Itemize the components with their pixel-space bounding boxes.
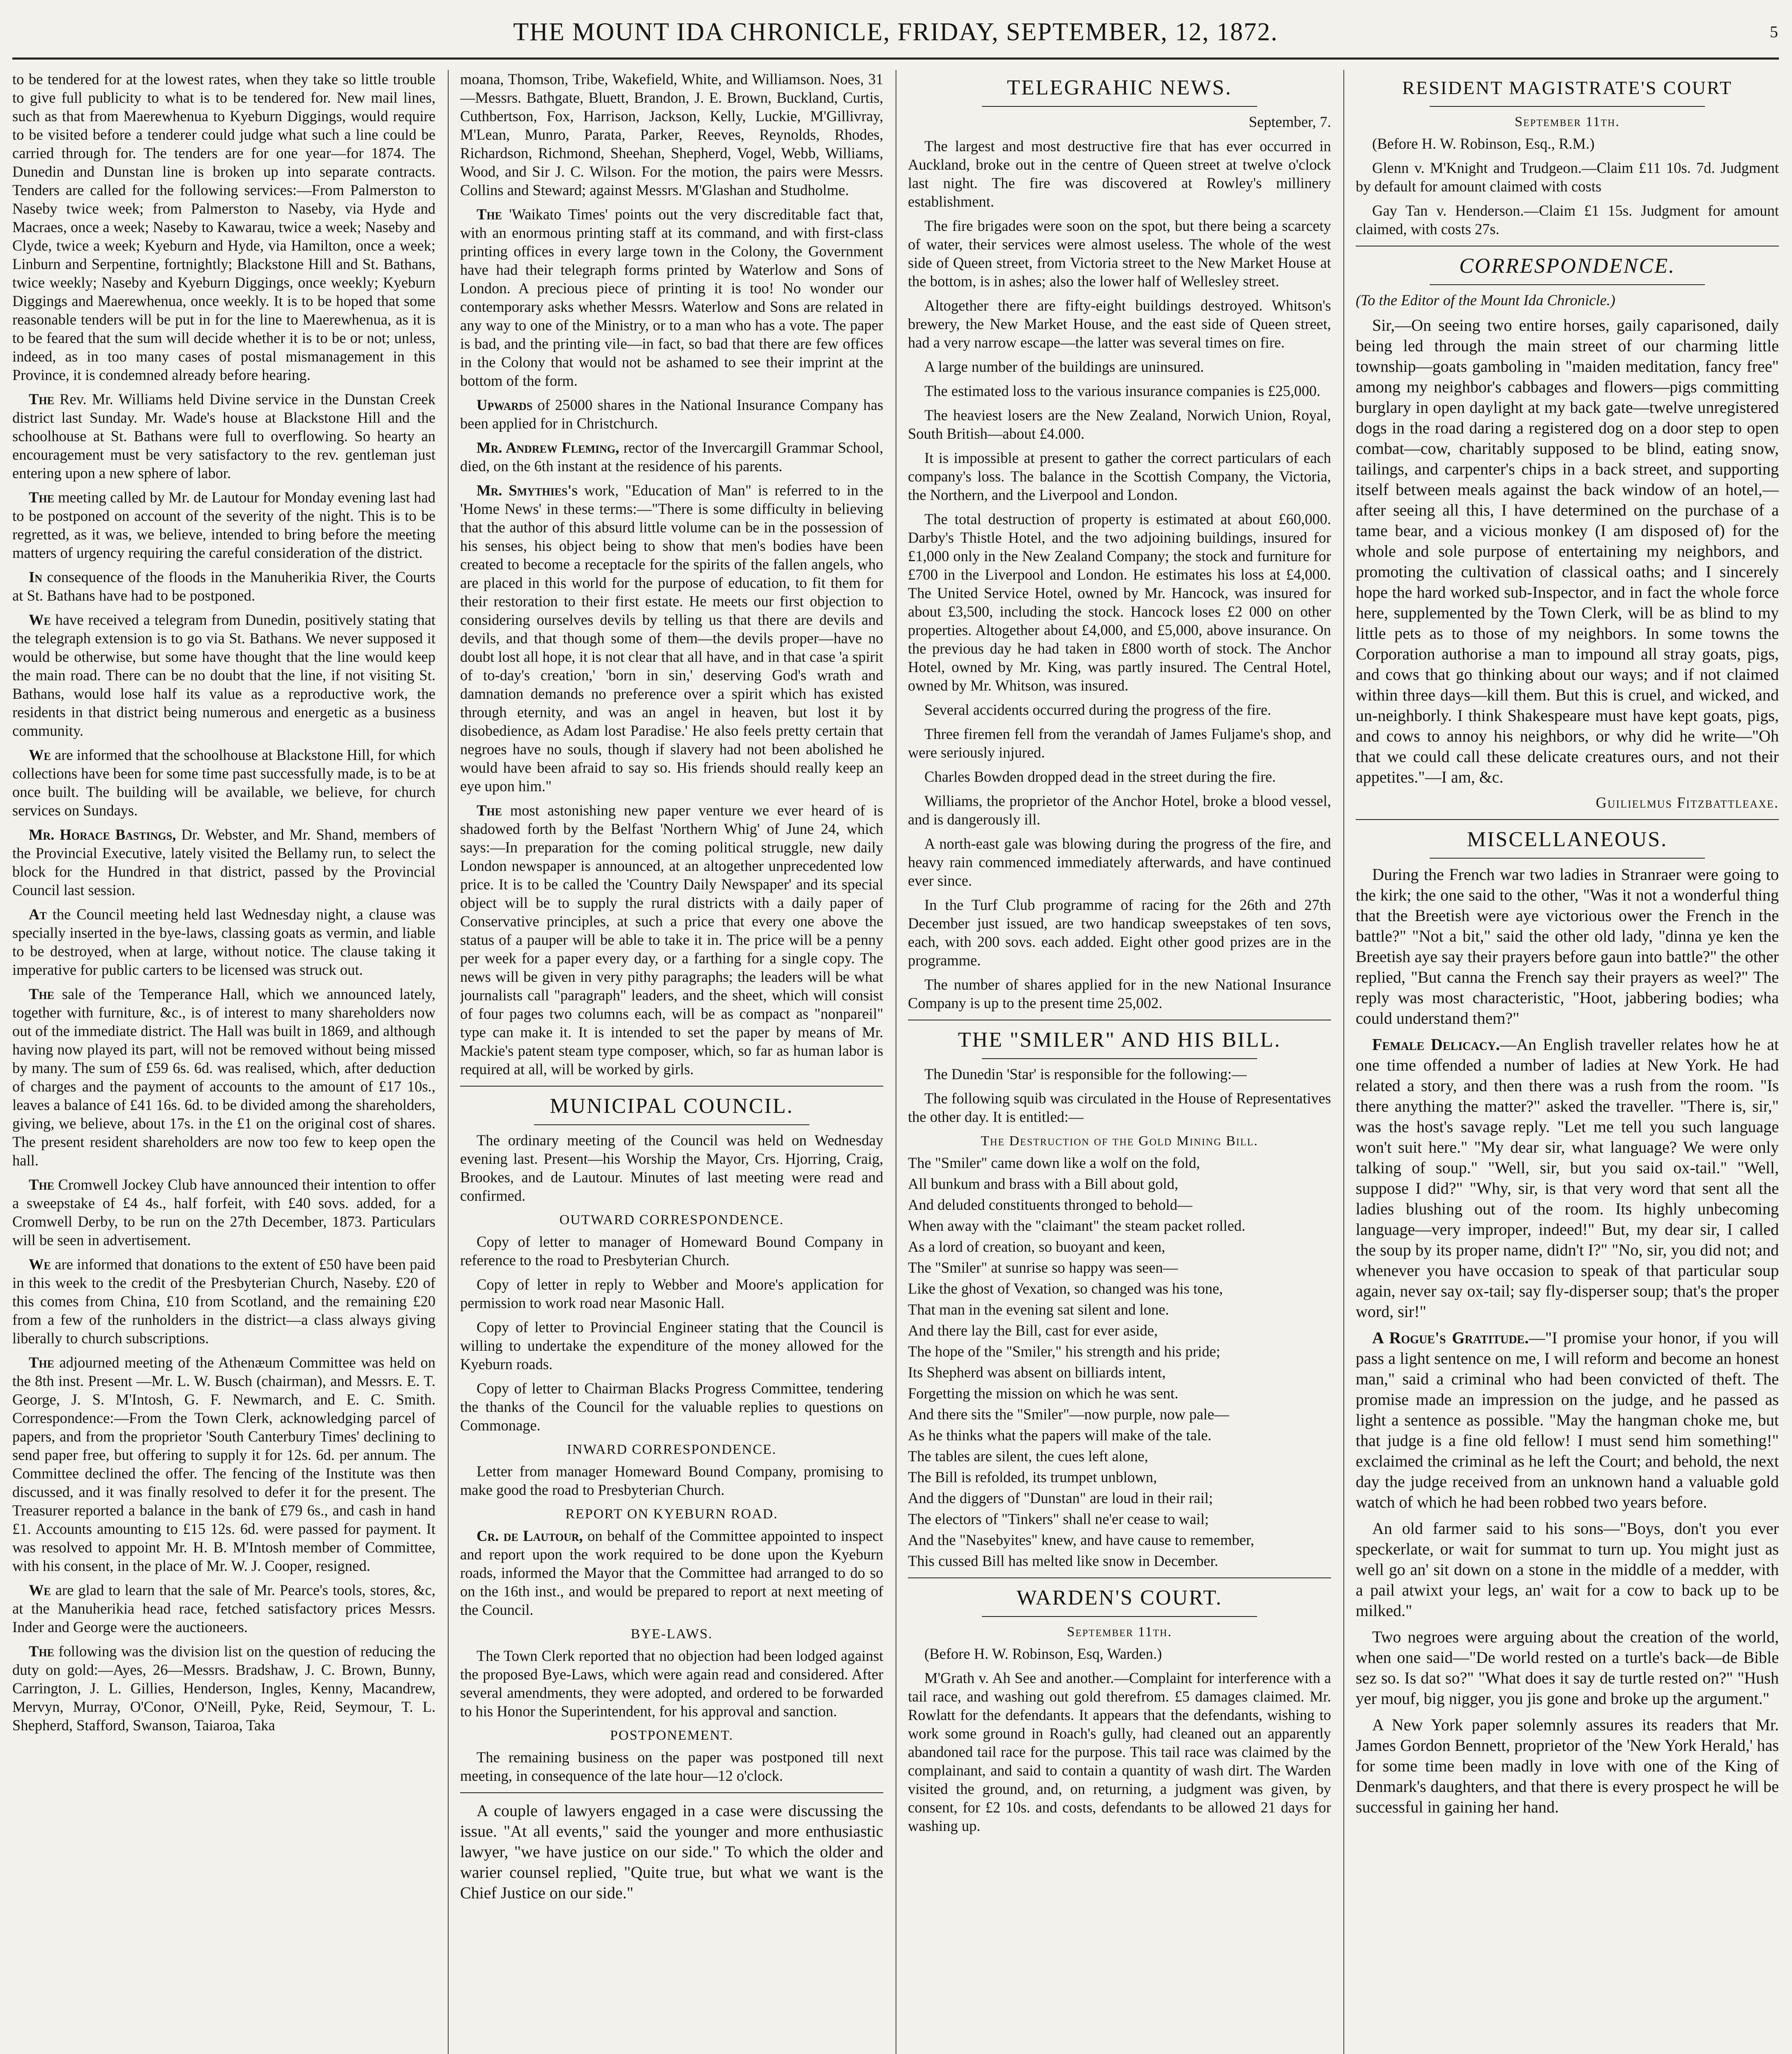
- heading-rule: [1430, 106, 1705, 107]
- paragraph: [460, 396, 883, 433]
- column-3: [908, 70, 1331, 2054]
- poem-line: The hope of the "Smiler," his strength and his pride;: [908, 1343, 1221, 1360]
- paragraph: During the French war two ladies in Stranraer were going to the kirk; the one said to the other, "Was it not a wonderful thing that the Breetish were aye victorious ower the French in the battle?" "Not a bit," said the other old lady, "dinna ye ken the Breetish aye say their prayers before gaun into battle?" the other replied, "But canna the French say their prayers as weel?" The reply was most characteristic, "Hoot, jabbering bodies; wha could understand them?": [1356, 865, 1779, 1027]
- paragraph-text: are informed that donations to the extent of £50 have been paid in this week to the credit of the Presbyterian Church, Naseby. £20 of this comes from China, £10 from Scotland, and the remaining £20 from a few of the runholders in the district—a class always giving liberally to church subscriptions.: [12, 1256, 435, 1347]
- paragraph: [12, 1175, 435, 1249]
- paragraph: [12, 985, 435, 1170]
- masthead-title: THE MOUNT IDA CHRONICLE, FRIDAY, SEPTEMBER, 12, 1872.: [513, 18, 1278, 46]
- paragraph: An old farmer said to his sons—"Boys, don't you ever speckerlate, or wait for summat to turn up. You might just as well go an' sit down on a stone in the middle of a medder, with a pail atwixt your legs, an' wait for a cow to back up to be milked.": [1356, 1519, 1779, 1620]
- section-heading-miscellaneous: MISCELLANEOUS.: [1467, 828, 1668, 851]
- paragraph-text: sale of the Temperance Hall, which we announced lately, together with furniture, &c., is of interest to many shareholders now out of the immediate district. The Hall was built in 1869, and although having now played its part, will not be removed without being missed by many. The sum of £59 6s. 6d. was realised, which, after deduction of charges and the payment of accounts to the amount of £17 10s., leaves a balance of £41 16s. 6d. to be divided among the shareholders, giving, we believe, about 17s. in the £1 on the original cost of shares. The present resident shareholders are now too few to keep open the hall.: [12, 986, 435, 1169]
- poem: [908, 1154, 1331, 1570]
- paragraph-text: meeting called by Mr. de Lautour for Monday evening last had to be postponed on account of the severity of the night. This is to be regretted, as it was, we believe, intended to bring before the meeting matters of urgency requiring the careful consideration of the district.: [12, 489, 435, 561]
- heading-rule: [982, 1616, 1257, 1617]
- paragraph: [12, 568, 435, 605]
- poem-line: That man in the evening sat silent and lone.: [908, 1301, 1169, 1318]
- paragraph: [12, 1581, 435, 1636]
- paragraph-text: following was the division list on the question of reducing the duty on gold:—Ayes, 26—Messrs. Bradshaw, J. C. Brown, Bunny, Carrington, J. L. Gillies, Henderson, Ingles, Kenny, Macandrew, Mervyn, Murray, O'Conor, O'Neill, Pyke, Reid, Seymour, T. L. Shepherd, Stafford, Swanson, Taiaroa, Taka: [12, 1643, 435, 1734]
- column-divider: [1343, 70, 1344, 2054]
- section-heading-resident-magistrates-court: RESIDENT MAGISTRATE'S COURT: [1402, 77, 1732, 98]
- paragraph: [12, 1255, 435, 1347]
- section-rule: [460, 1792, 883, 1793]
- poem-line: When away with the "claimant" the steam packet rolled.: [908, 1217, 1246, 1234]
- paragraph-lead: The: [29, 986, 54, 1002]
- section-rule: [908, 1577, 1331, 1578]
- paragraph: The Town Clerk reported that no objection had been lodged against the proposed Bye-Laws, which were again read and considered. After several amendments, they were adopted, and ordered to be forwarded to his Honor the Superintendent, for his approval and sanction.: [460, 1647, 883, 1720]
- paragraph: [12, 1353, 435, 1575]
- paragraph: M'Grath v. Ah See and another.—Complaint for interference with a tail race, and washing out gold therefrom. £5 damages claimed. Mr. Rowlatt for the defendants. It appears that the defendants, wishing to work some ground in Roach's gully, had cleaned out an apparently abandoned tail race for the purpose. This tail race was claimed by the complainant, and said to contain a quantity of wash dirt. The Warden visited the ground, and, on returning, a judgment was given, by consent, for £2 10s. and costs, defendants to be allowed 21 days for washing up.: [908, 1669, 1331, 1834]
- poem-line: As a lord of creation, so buoyant and keen,: [908, 1238, 1165, 1255]
- paragraph-lead: We: [29, 1256, 51, 1273]
- masthead: [12, 12, 1779, 52]
- subheading: REPORT ON KYEBURN ROAD.: [565, 1506, 778, 1522]
- dateline: September, 7.: [1248, 113, 1331, 130]
- paragraph: [460, 1527, 883, 1619]
- paragraph-text: of 25000 shares in the National Insurance Company has been applied for in Christchurch.: [460, 396, 883, 432]
- section-heading-telegraphic-news: TELEGRAHIC NEWS.: [1007, 76, 1232, 99]
- paragraph: A couple of lawyers engaged in a case were discussing the issue. "At all events," said the younger and more enthusiastic lawyer, "we have justice on our side." To which the older and warier counsel replied, "Quite true, but what we want is the Chief Justice on our side.": [460, 1801, 883, 1902]
- paragraph: Charles Bowden dropped dead in the street during the fire.: [924, 768, 1276, 785]
- heading-rule: [1430, 858, 1705, 859]
- section-rule: [1356, 819, 1779, 820]
- poem-line: The tables are silent, the cues left alone,: [908, 1448, 1148, 1465]
- paragraph-lead: At: [29, 906, 47, 923]
- poem-line: And the "Nasebyites" knew, and have cause to remember,: [908, 1531, 1254, 1548]
- paragraph: A large number of the buildings are uninsured.: [924, 358, 1204, 375]
- paragraph: The heaviest losers are the New Zealand, Norwich Union, Royal, South British—about £4.000.: [908, 407, 1331, 442]
- paragraph-lead: We: [29, 746, 51, 763]
- column-2: [460, 70, 883, 2054]
- paragraph: to be tendered for at the lowest rates, when they take so little trouble to give full publicity to what is to be tendered for. New mail lines, such as that from Maerewhenua to Kyeburn Diggings, would require to be visited before a tenderer could judge what such a line could be carried through for. The tenders are for one year—for 1874. The Dunedin and Dunstan line is broken up into separate contracts. Tenders are called for the following services:—From Palmerston to Naseby twice week; from Palmerston to Naseby, via Hyde and Macraes, once a week; Naseby to Kawarau, twice a week; Naseby and Clyde, twice a week; Kyeburn and Hyde, via Hamilton, once a week; Linburn and Serpentine, fortnightly; Blackstone Hill and St. Bathans, twice weekly; Naseby and Kyeburn Diggings, once weekly; Kyeburn Diggings and Maerewhenua, once weekly. It is to be hoped that some reasonable tenders will be put in for the line to Maerewhenua, as it is to be feared that the sum will decide whether it is to be or not; unless, indeed, as in too many cases of postal mismanagement in this Province, it is condemned already before hearing.: [12, 71, 435, 383]
- paragraph: The remaining business on the paper was postponed till next meeting, in consequence of the late hour—12 o'clock.: [460, 1749, 883, 1784]
- paragraph-text: are informed that the schoolhouse at Blackstone Hill, for which collections have been for some time past successfully made, is to be at once built. The building will be available, we believe, for church services on Sundays.: [12, 746, 435, 819]
- heading-rule: [982, 106, 1257, 107]
- section-heading-wardens-court: WARDEN'S COURT.: [1016, 1586, 1223, 1610]
- dateline: September 11th.: [1067, 1624, 1172, 1640]
- paragraph-lead: The: [29, 489, 54, 506]
- paragraph-text: Cromwell Jockey Club have announced their intention to offer a sweepstake of £4 4s., half forfeit, with £40 sovs. added, for a Cromwell Derby, to be run on the 27th December, 1873. Particulars will be seen in advertisement.: [12, 1176, 435, 1248]
- paragraph: A north-east gale was blowing during the progress of the fire, and heavy rain commenced immediately afterwards, and have continued ever since.: [908, 835, 1331, 889]
- paragraph: Gay Tan v. Henderson.—Claim £1 15s. Judgment for amount claimed, with costs 27s.: [1356, 202, 1779, 237]
- paragraph-text: on behalf of the Committee appointed to inspect and report upon the work required to be done upon the Kyeburn roads, informed the Mayor that the Committee had arranged to do so on the 16th inst., and would be prepared to report at next meeting of the Council.: [460, 1527, 883, 1618]
- poem-line: The "Smiler" at sunrise so happy was seen—: [908, 1259, 1178, 1276]
- heading-rule: [534, 1124, 809, 1125]
- poem-line: Its Shepherd was absent on billiards intent,: [908, 1364, 1166, 1381]
- paragraph-text: Rev. Mr. Williams held Divine service in the Dunstan Creek district last Sunday. Mr. Wade's house at Blackstone Hill and the schoolhouse at St. Bathans were full to overflowing. So hearty an encouragement must be very satisfactory to the rev. gentleman just entering upon a new sphere of labor.: [12, 391, 435, 481]
- paragraph: (Before H. W. Robinson, Esq., R.M.): [1372, 135, 1595, 152]
- paragraph: [12, 610, 435, 740]
- paragraph: The following squib was circulated in the House of Representatives the other day. It is entitled:—: [908, 1090, 1331, 1125]
- paragraph: [12, 825, 435, 899]
- paragraph-lead: Mr. Horace Bastings,: [29, 826, 176, 843]
- section-heading-smiler: THE "SMILER" AND HIS BILL.: [958, 1028, 1281, 1052]
- section-heading-municipal-council: MUNICIPAL COUNCIL.: [550, 1094, 794, 1118]
- paragraph: [12, 746, 435, 820]
- paragraph-lead: We: [29, 1582, 51, 1598]
- letter-body: Sir,—On seeing two entire horses, gaily caparisoned, daily being led through the main street of our charming little township—goats gamboling in "maiden meditation, fancy free" among my neighbor's cabbages and flowers—pigs committing burglary in open daylight at my back gate—twelve unregistered dogs in the road daring a registered dog on a door step to open combat—cow, charitably supposed to be blind, eating snow, tailings, and carpenter's chips in a back street, and supporting itself between meals against the back window of an hotel,—after seeing all this, I have determined on the purchase of a tame bear, and a vicious monkey (I am disposed of) for the whole and sole purpose of entertaining my neighbors, and promoting the cultivation of classical oaths; and I sincerely hope the hard worked sub-Inspector, and in fact the whole force here, supplemented by the Town Clerk, will be as blind to my little pets as to those of my neighbors. In some towns the Corporation authorise a man to impound all stray goats, pigs, and cows that go thinking about our ways; and if not claimed within three days—kill them. But this is cruel, and wicked, and un-neighborly. I think Shakespeare must have kept goats, pigs, and cows to annoy his neighbors, or why did he write—"Oh that we could call these delicate creatures ours, and not their appetites."—I am, &c.: [1356, 316, 1779, 786]
- poem-line: And there lay the Bill, cast for ever aside,: [908, 1322, 1158, 1339]
- paragraph: The largest and most destructive fire that has ever occurred in Auckland, broke out in the centre of Queen street at twelve o'clock last night. The fire was discovered at Rowley's millinery establishment.: [908, 138, 1331, 210]
- paragraph-text: —"I promise your honor, if you will pass a light sentence on me, I will reform and become an honest man," said a criminal who had been convicted of theft. The promise made an impression on the judge, and he passed as light a sentence as possible. "May the hangman choke me, but that judge is a fine old fellow! I must send him something!" exclaimed the criminal as he left the Court; and behold, the next day the judge received from an unknown hand a valuable gold watch of which he had been robbed two years before.: [1356, 1329, 1779, 1511]
- paragraph-lead: Mr. Andrew Fleming,: [477, 439, 620, 456]
- paragraph: A New York paper solemnly assures its readers that Mr. James Gordon Bennett, proprietor of the 'New York Herald,' has for some time been madly in love with one of the King of Denmark's daughters, and that there is every prospect he will be successful in gaining her hand.: [1356, 1716, 1779, 1816]
- subheading: INWARD CORRESPONDENCE.: [567, 1442, 777, 1457]
- paragraph-lead: Female Delicacy.: [1372, 1035, 1500, 1054]
- heading-rule: [1430, 284, 1705, 285]
- paragraph: Three firemen fell from the verandah of James Fuljame's shop, and were seriously injured.: [908, 725, 1331, 761]
- paragraph-lead: Upwards: [477, 396, 533, 413]
- paragraph: Two negroes were arguing about the creation of the world, when one said—"De world rested on a turtle's back—de Bible sez so. Is dat so?" "What does it say de turtle rested on?" "Hush yer mouf, big nigger, you jis gone and broke up the argument.": [1356, 1628, 1779, 1708]
- paragraph: [460, 801, 883, 1078]
- paragraph-text: Dr. Webster, and Mr. Shand, members of the Provincial Executive, lately visited the Bellamy run, to select the block for the Hundred in that district, passed by the Provincial Council last session.: [12, 826, 435, 898]
- paragraph-lead: The: [477, 802, 502, 819]
- paragraph: Altogether there are fifty-eight buildings destroyed. Whitson's brewery, the New Market House, and the east side of Queen street, had a very narrow escape—the latter was several times on fire.: [908, 297, 1331, 351]
- paragraph: [1356, 1328, 1779, 1513]
- paragraph: Copy of letter to Chairman Blacks Progress Committee, tendering the thanks of the Council for the valuable replies to questions on Commonage.: [460, 1380, 883, 1434]
- page-number: 5: [1770, 23, 1779, 41]
- column-divider: [448, 70, 449, 2054]
- paragraph: The number of shares applied for in the new National Insurance Company is up to the present time 25,002.: [908, 976, 1331, 1011]
- column-1: [12, 70, 435, 2054]
- paragraph: [12, 488, 435, 562]
- column-4: [1356, 70, 1779, 2054]
- paragraph-text: consequence of the floods in the Manuherikia River, the Courts at St. Bathans have had to be postponed.: [12, 569, 435, 604]
- paragraph: [460, 481, 883, 795]
- paragraph: Glenn v. M'Knight and Trudgeon.—Claim £11 10s. 7d. Judgment by default for amount claimed with costs: [1356, 159, 1779, 195]
- poem-title: The Destruction of the Gold Mining Bill.: [981, 1133, 1258, 1149]
- paragraph: Copy of letter in reply to Webber and Moore's application for permission to work road near Masonic Hall.: [460, 1276, 883, 1311]
- section-rule: [460, 1086, 883, 1087]
- paragraph-lead: The: [477, 206, 502, 223]
- subheading: BYE-LAWS.: [631, 1626, 713, 1642]
- paragraph: Copy of letter to Provincial Engineer stating that the Council is willing to undertake the expenditure of the money allowed for the Kyeburn roads.: [460, 1319, 883, 1372]
- paragraph: [460, 438, 883, 475]
- paragraph-lead: The: [29, 1643, 54, 1660]
- poem-line: The "Smiler" came down like a wolf on the fold,: [908, 1154, 1200, 1171]
- letter-signature: Guilielmus Fitzbattleaxe.: [1596, 794, 1779, 811]
- poem-line: And the diggers of "Dunstan" are loud in their rail;: [908, 1490, 1213, 1506]
- paragraph: The estimated loss to the various insurance companies is £25,000.: [924, 382, 1321, 399]
- paragraph-lead: Mr. Smythies's: [477, 482, 578, 499]
- editor-address: (To the Editor of the Mount Ida Chronicle.): [1356, 292, 1615, 309]
- paragraph-lead: The: [29, 391, 54, 408]
- paragraph-lead: The: [29, 1354, 54, 1371]
- paragraph-lead: In: [29, 569, 42, 585]
- poem-line: The electors of "Tinkers" shall ne'er cease to wail;: [908, 1511, 1209, 1527]
- paragraph: The Dunedin 'Star' is responsible for the following:—: [924, 1066, 1247, 1082]
- paragraph: (Before H. W. Robinson, Esq, Warden.): [924, 1645, 1162, 1662]
- paragraph: moana, Thomson, Tribe, Wakefield, White, and Williamson. Noes, 31—Messrs. Bathgate, Bluett, Brandon, J. E. Brown, Buckland, Curtis, Cuthbertson, Fox, Harrison, Jackson, Kelly, Luckie, M'Gillivray, M'Lean, Munro, Parata, Parker, Reeves, Reynolds, Rhodes, Richardson, Richmond, Sheehan, Shepherd, Vogel, Webb, Williams, Wood, and Sir J. C. Wilson. For the motion, the pairs were Messrs. Collins and Steward; against Messrs. M'Glashan and Studholme.: [460, 71, 883, 198]
- paragraph: Copy of letter to manager of Homeward Bound Company in reference to the road to Presbyterian Church.: [460, 1233, 883, 1269]
- paragraph-lead: We: [29, 611, 51, 628]
- paragraph: [460, 205, 883, 390]
- dateline: September 11th.: [1515, 114, 1620, 129]
- paragraph: The fire brigades were soon on the spot, but there being a scarcety of water, their services were almost useless. The whole of the west side of Queen street, from Victoria street to the New Market House at the bottom, is in ashes; also the lower half of Wellesley street.: [908, 217, 1331, 290]
- subheading: OUTWARD CORRESPONDENCE.: [559, 1212, 784, 1227]
- paragraph: It is impossible at present to gather the correct particulars of each company's loss. The balance in the Scottish Company, the Victoria, the Northern, and the Liverpool and London.: [908, 449, 1331, 503]
- paragraph-lead: The: [29, 1176, 54, 1193]
- paragraph-text: work, "Education of Man" is referred to in the 'Home News' in these terms:—"There is some difficulty in believing that the author of this absurd little volume can be in the possession of his senses, his object being to show that men's bodies have been created to become a receptacle for the spirits of the fallen angels, who are placed in this world for the purpose of education, to fit them for their restoration to their first estate. He meets our first objection to considering ourselves devils by telling us that there are devils and devils, and that though some of them—the devils proper—have no doubt lost all hope, it is not clear that all have, and in that case 'a spirit of to-day's creation,' 'born in sin,' deserving God's wrath and damnation demands no preference over a spirit which has existed through eternity, and was an angel in heaven, but lost it by disobedience, as Adam lost Paradise.' He also feels pretty certain that negroes have no souls, though if slavery had not been abolished he would have been afraid to say so. His friends should really keep an eye upon him.": [460, 482, 883, 794]
- poem-line: All bunkum and brass with a Bill about gold,: [908, 1175, 1178, 1192]
- paragraph: In the Turf Club programme of racing for the 26th and 27th December just issued, are two handicap sweepstakes of ten sovs, each, with 200 sovs. each added. Eight other good prizes are in the programme.: [908, 896, 1331, 969]
- poem-line: This cussed Bill has melted like snow in December.: [908, 1552, 1218, 1569]
- paragraph-text: most astonishing new paper venture we ever heard of is shadowed forth by the Belfast 'Northern Whig' of June 24, which says:—In preparation for the coming political struggle, new daily London newspaper is announced, at an altogether unprecedented low price. It is to be called the 'Country Daily Newspaper' and its special object will be to supply the rural districts with a daily paper of Conservative principles, at such a price that every one above the status of a pauper will be able to take it in. The price will be a penny per week for a paper every day, or a farthing for a single copy. The news will be given in very pithy paragraphs; the leaders will be what journalists call "paragraph" leaders, and the sheet, which will consist of four pages two columns each, will be as compact as "nonpareil" type can make it. It is intended to set the paper by means of Mr. Mackie's patent steam type composer, which, so far as human labor is required at all, will be worked by girls.: [460, 802, 883, 1078]
- section-heading-correspondence: CORRESPONDENCE.: [1459, 254, 1675, 278]
- paragraph-lead: Cr. de Lautour,: [477, 1527, 583, 1544]
- paragraph: [1356, 1034, 1779, 1322]
- paragraph-text: adjourned meeting of the Athenæum Committee was held on the 8th inst. Present —Mr. L. W. Busch (chairman), and Messrs. E. T. George, J. S. M'Intosh, G. F. Newmarch, and E. C. Smith. Correspondence:—From the Town Clerk, acknowledging parcel of papers, and from the proprietor 'South Canterbury Times' declining to send paper free, but offering to supply it for 12s. 6d. per annum. The Committee declined the offer. The fencing of the Institute was then discussed, and it was finally resolved to defer it for the present. The Treasurer reported a balance in the bank of £79 6s., and cash in hand £1. Accounts amounting to £15 12s. 6d. were passed for payment. It was resolved to appoint Mr. H. B. M'Intosh member of Committee, with his consent, in the place of Mr. W. J. Cooper, resigned.: [12, 1354, 435, 1574]
- paragraph: Williams, the proprietor of the Anchor Hotel, broke a blood vessel, and is dangerously ill.: [908, 792, 1331, 828]
- paragraph: The ordinary meeting of the Council was held on Wednesday evening last. Present—his Worship the Mayor, Crs. Hjorring, Craig, Brookes, and de Lautour. Minutes of last meeting were read and confirmed.: [460, 1132, 883, 1204]
- paragraph-text: have received a telegram from Dunedin, positively stating that the telegraph extension is to go via St. Bathans. We never supposed it would be otherwise, but some have thought that the line would keep the main road. There can be no doubt that the line, if not visiting St. Bathans, would lose half its value as a reproductive work, the residents in that district being numerous and energetic as a business community.: [12, 611, 435, 739]
- paragraph: The total destruction of property is estimated at about £60,000. Darby's Thistle Hotel, and the two adjoining buildings, insured for £1,000 only in the New Zealand Company; the stock and furniture for £700 in the Liverpool and London. He estimates his loss at £4,000. The United Service Hotel, owned by Mr. Hancock, was insured for about £3,500, including the stock. Hancock loses £2 000 on other properties. Altogether about £4,000, and £5,000, above insurance. On the previous day he had taken in £800 worth of stock. The Anchor Hotel, owned by Mr. King, was partly insured. The Central Hotel, owned by Mr. Whitson, was insured.: [908, 511, 1331, 694]
- poem-line: The Bill is refolded, its trumpet unblown,: [908, 1469, 1157, 1485]
- paragraph: Several accidents occurred during the progress of the fire.: [924, 701, 1271, 718]
- paragraph-lead: A Rogue's Gratitude.: [1372, 1329, 1529, 1347]
- poem-line: As he thinks what the papers will make of the tale.: [908, 1427, 1212, 1444]
- poem-line: Forgetting the mission on which he was sent.: [908, 1385, 1179, 1402]
- paragraph: [12, 390, 435, 482]
- paragraph-text: 'Waikato Times' points out the very discreditable fact that, with an enormous printing staff at its command, and with first-class printing offices in every large town in the Colony, the Government have had their telegraph forms printed by Waterlow and Sons of London. A precious piece of printing it is too! No wonder our contemporary asks whether Messrs. Waterlow and Sons are related in any way to one of the Ministry, or to a man who has a vote. The paper is bad, and the printing vile—in fact, so bad that there are few offices in the Colony that would not be ashamed to see their imprint at the bottom of the form.: [460, 206, 883, 389]
- paragraph: [12, 1642, 435, 1734]
- paragraph-text: are glad to learn that the sale of Mr. Pearce's tools, stores, &c, at the Manuherikia head race, fetched satisfactory prices Messrs. Inder and George were the auctioneers.: [12, 1582, 435, 1635]
- poem-line: And there sits the "Smiler"—now purple, now pale—: [908, 1406, 1229, 1423]
- paragraph-text: the Council meeting held last Wednesday night, a clause was specially inserted in the bye-laws, classing goats as vermin, and liable to be destroyed, when at large, without notice. The clause taking it imperative for public carters to be licensed was struck out.: [12, 906, 435, 978]
- subheading: POSTPONEMENT.: [610, 1728, 734, 1743]
- poem-line: Like the ghost of Vexation, so changed was his tone,: [908, 1280, 1223, 1297]
- heading-rule: [982, 1058, 1257, 1059]
- masthead-rule: [12, 58, 1779, 60]
- paragraph-text: rector of the Invercargill Grammar School, died, on the 6th instant at the residence of his parents.: [460, 439, 883, 474]
- paragraph: Letter from manager Homeward Bound Company, promising to make good the road to Presbyterian Church.: [460, 1463, 883, 1498]
- poem-line: And deluded constituents thronged to behold—: [908, 1196, 1193, 1213]
- paragraph: [12, 905, 435, 979]
- paragraph-text: —An English traveller relates how he at one time offended a number of ladies at New York. He had related a story, and then there was a rush from the room. "Is there anything the matter?" asked the traveller. "There is, sir," was the host's savage reply. "Let me tell you such language won't suit here." "My dear sir, what language? We were only talking of soup." "Well, sir, but you said ox-tail." "Well, suppose I did?" "Why, sir, is that very word that sent all the ladies blushing out of the room. Its highly unbecoming language—very improper, indeed!" But, my dear sir, I called the soup by its proper name, didn't I?" "No, sir, you did not; and whenever you have occasion to speak of that particular soup again, never say ox-tail; say fly-disperser soup; that's the proper word, sir!": [1356, 1035, 1779, 1321]
